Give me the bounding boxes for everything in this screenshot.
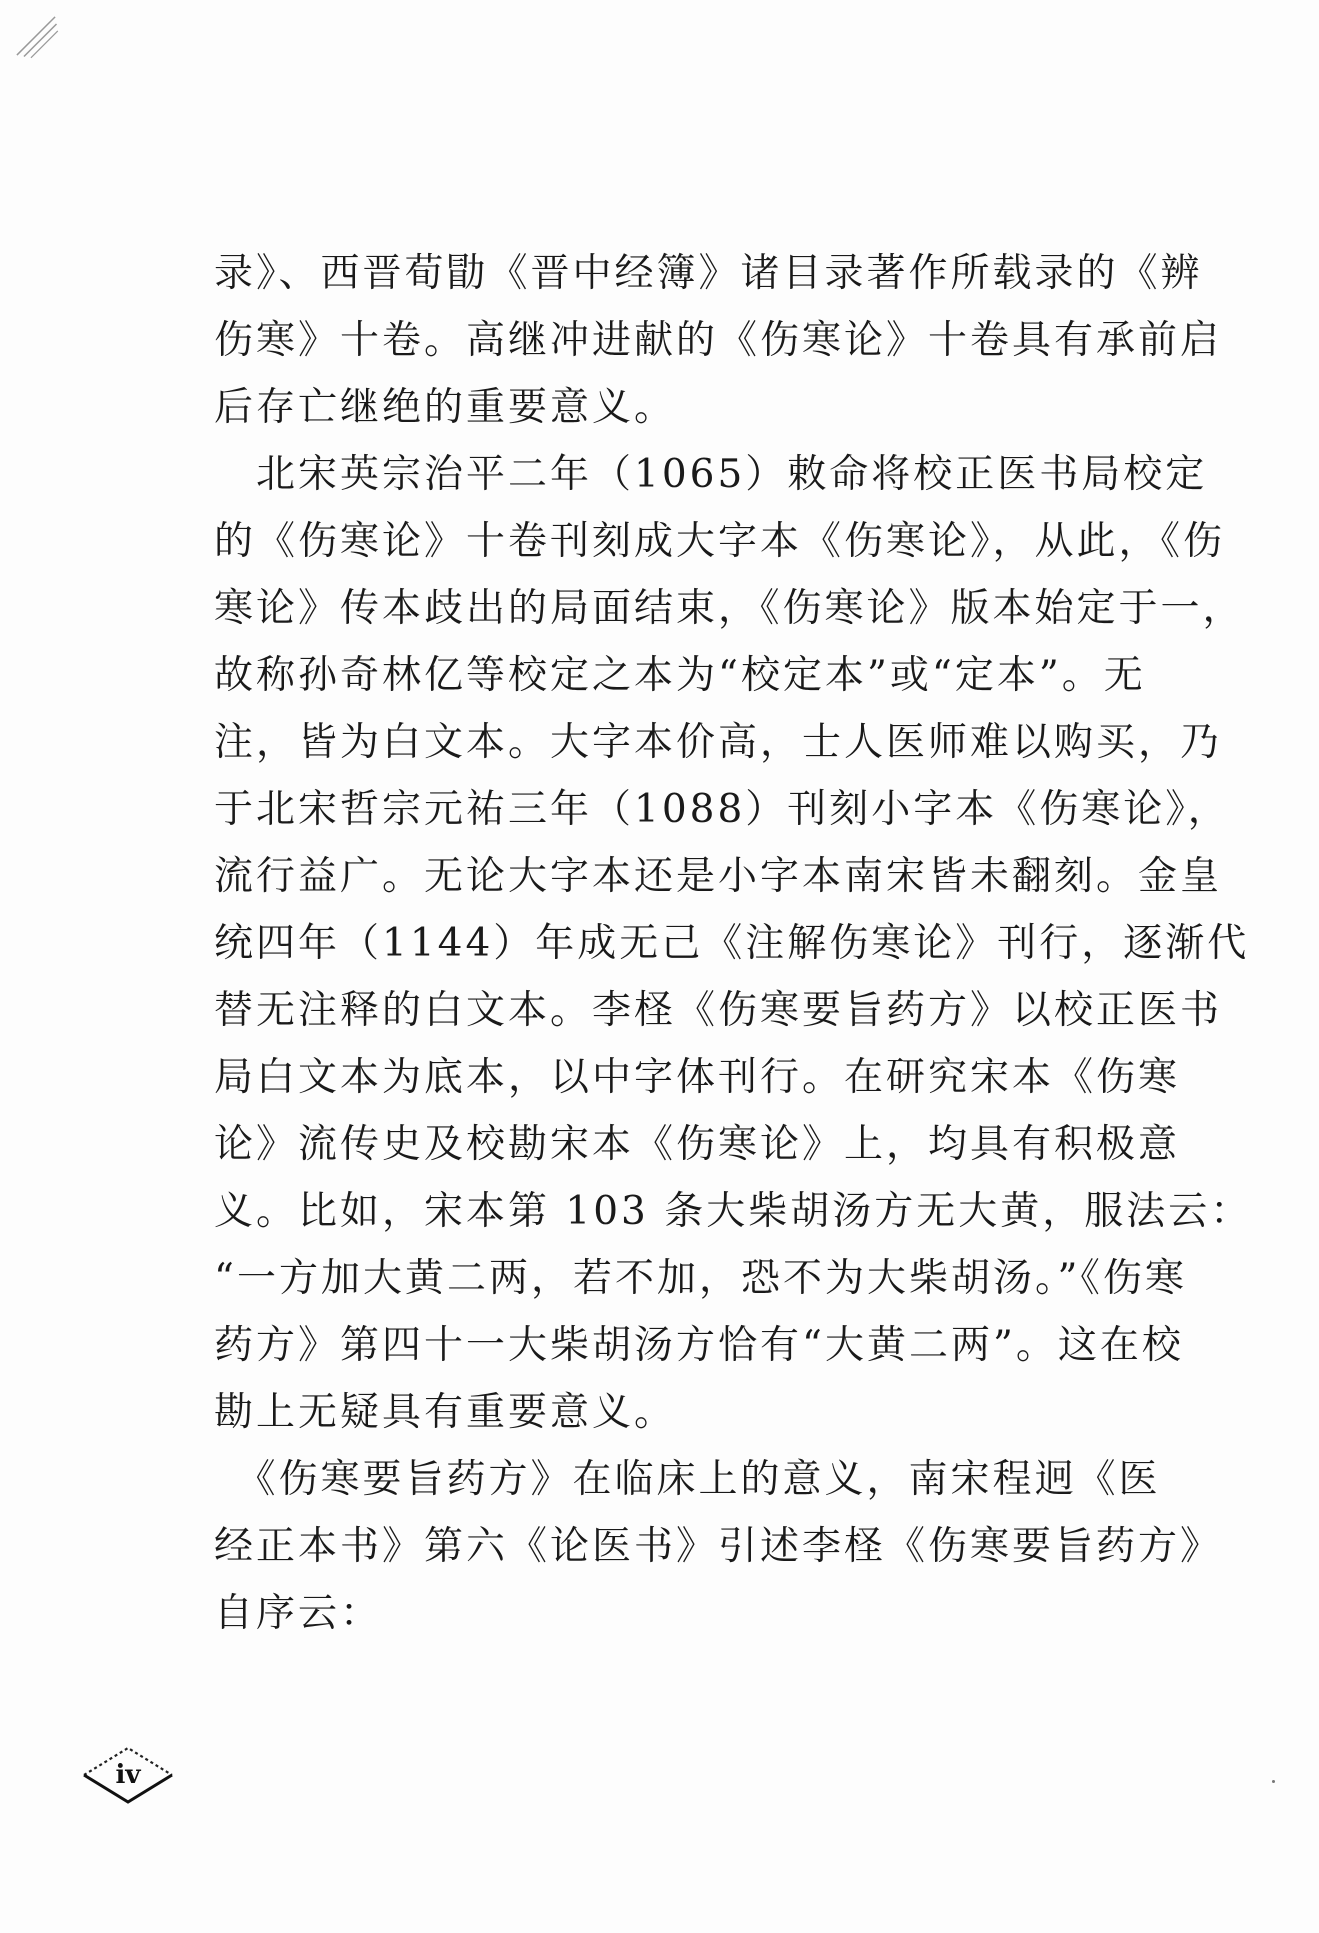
text-line: 经正本书》第六《论医书》引述李柽《伤寒要旨药方》	[214, 1524, 1223, 1569]
page-number: iv	[115, 1760, 141, 1790]
text-line: 流行益广。无论大字本还是小字本南宋皆未翻刻。金皇	[214, 854, 1223, 899]
paragraph-1	[214, 240, 1223, 441]
text-line: 注，皆为白文本。大字本价高，士人医师难以购买，乃	[214, 720, 1223, 765]
text-line: 论》流传史及校勘宋本《伤寒论》上，均具有积极意	[214, 1122, 1181, 1167]
paragraph-3	[214, 1446, 1223, 1647]
text-line: 寒论》传本歧出的局面结束，《伤寒论》版本始定于一，	[214, 586, 1245, 631]
text-line: 于北宋哲宗元祐三年（1088）刊刻小字本《伤寒论》，	[214, 787, 1230, 832]
scan-speck	[1272, 1780, 1275, 1783]
text-line: “一方加大黄二两，若不加，恐不为大柴胡汤。”《伤寒	[214, 1256, 1187, 1301]
text-line: 《伤寒要旨药方》在临床上的意义，南宋程迥《医	[214, 1457, 1161, 1502]
text-line: 北宋英宗治平二年（1065）敕命将校正医书局校定	[214, 452, 1208, 497]
text-line: 药方》第四十一大柴胡汤方恰有“大黄二两”。这在校	[214, 1323, 1184, 1368]
library-stamp-icon	[4, 4, 74, 74]
text-line: 录》、西晋荀勖《晋中经簿》诸目录著作所载录的《辨	[214, 251, 1203, 296]
text-line: 替无注释的白文本。李柽《伤寒要旨药方》以校正医书	[214, 988, 1223, 1033]
body-text	[214, 240, 1253, 1647]
text-line: 后存亡继绝的重要意义。	[214, 385, 677, 430]
page-number-badge	[78, 1744, 178, 1806]
text-line: 伤寒》十卷。高继冲进献的《伤寒论》十卷具有承前启	[214, 318, 1223, 363]
text-line: 自序云：	[214, 1591, 383, 1636]
text-line: 局白文本为底本，以中字体刊行。在研究宋本《伤寒	[214, 1055, 1181, 1100]
text-line: 义。比如，宋本第 103 条大柴胡汤方无大黄，服法云：	[214, 1189, 1253, 1234]
text-line: 统四年（1144）年成无己《注解伤寒论》刊行，逐渐代	[214, 921, 1250, 966]
text-line: 的《伤寒论》十卷刊刻成大字本《伤寒论》，从此，《伤	[214, 519, 1226, 564]
paragraph-2	[214, 441, 1253, 1446]
text-line: 勘上无疑具有重要意义。	[214, 1390, 677, 1435]
text-line: 故称孙奇林亿等校定之本为“校定本”或“定本”。无	[214, 653, 1146, 698]
